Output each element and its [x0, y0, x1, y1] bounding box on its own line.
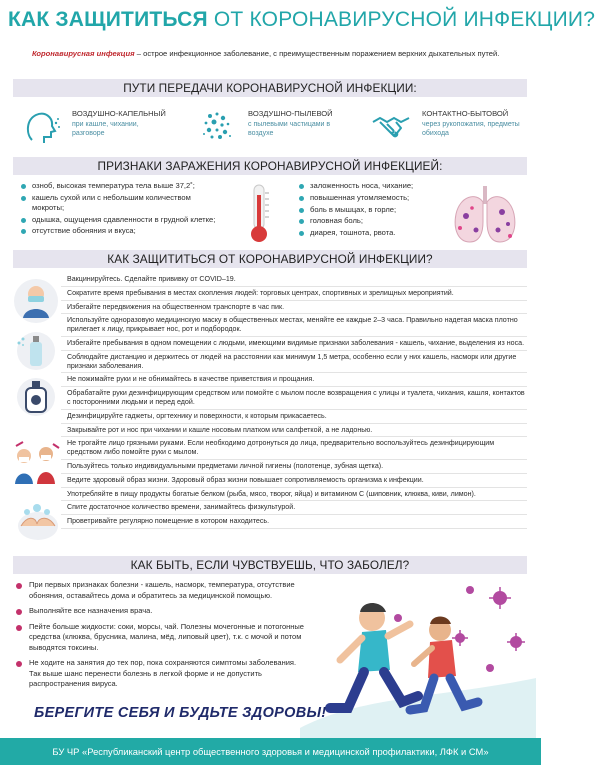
transmission-contact [370, 106, 530, 152]
dust-particles-icon [196, 106, 238, 148]
transmission-desc: через рукопожатия, предметы обихода [422, 121, 520, 137]
handshake-icon [370, 106, 412, 148]
symptoms-list-right [298, 181, 448, 240]
symptom-item: отсутствие обоняния и вкуса; [20, 226, 225, 236]
intro-paragraph [32, 49, 522, 60]
section-title-symptoms: ПРИЗНАКИ ЗАРАЖЕНИЯ КОРОНАВИРУСНОЙ ИНФЕКЦИЕЙ: [13, 157, 527, 175]
intro-highlight: Коронавирусная инфекция [32, 49, 135, 58]
thermometer-icon [246, 183, 272, 245]
transmission-airborne [20, 106, 180, 152]
title-part-2: ОТ КОРОНАВИРУСНОЙ ИНФЕКЦИИ? [207, 8, 595, 31]
symptom-item: одышка, ощущения сдавленности в грудной клетке; [20, 215, 225, 225]
lungs-icon [450, 184, 520, 246]
vaccine-syringe-illustration [13, 274, 59, 330]
sanitizer-illustration [13, 376, 59, 418]
prevention-item: Не пожимайте руки и не обнимайтесь в качестве приветствия и прощания. [61, 373, 527, 387]
people-masks-illustration [13, 440, 63, 488]
symptom-item: кашель сухой или с небольшим количеством мокроты; [20, 193, 225, 213]
prevention-item: Обрабатайте руки дезинфицирующим средством или помойте с мылом после возвращения с улицы и туалета, чихания, кашля, контактов с посторонними людьми и перед едой. [61, 387, 527, 410]
transmission-title: ВОЗДУШНО-КАПЕЛЬНЫЙ [72, 109, 166, 118]
prevention-item: Употребляйте в пищу продукты богатые белком (рыба, мясо, творог, яйца) и витамином С (шиповник, клюква, киви, лимон). [61, 488, 527, 502]
transmission-title: ВОЗДУШНО-ПЫЛЕВОЙ [248, 109, 333, 118]
advice-item: При первых признаках болезни - кашель, насморк, температура, отсутствие обоняния, оставайтесь дома и обратитесь за медицинской помощью. [16, 580, 306, 601]
prevention-item: Спите достаточное количество времени, занимайтесь физкультурой. [61, 501, 527, 515]
prevention-item: Сократите время пребывания в местах скопления людей: торговых центрах, спортивных и зрелищных мероприятий. [61, 287, 527, 301]
illness-advice-list [16, 580, 306, 695]
intro-text: – острое инфекционное заболевание, с преимущественным поражением верхних дыхательных путей. [134, 49, 500, 58]
advice-item: Пейте больше жидкости: соки, морсы, чай. Полезны мочегонные и потогонные средства (клюква, брусника, малина, мёд, липовый цвет), т.к. с мочой и потом выводятся токсины. [16, 622, 306, 654]
page-title [8, 8, 595, 32]
section-title-transmission: ПУТИ ПЕРЕДАЧИ КОРОНАВИРУСНОЙ ИНФЕКЦИИ: [13, 79, 527, 97]
prevention-item: Закрывайте рот и нос при чихании и кашле носовым платком или салфеткой, а не ладонью. [61, 424, 527, 438]
symptom-item: заложенность носа, чихание; [298, 181, 448, 191]
prevention-item: Пользуйтесь только индивидуальными предметами личной гигиены (полотенце, зубная щетка). [61, 460, 527, 474]
symptom-item: диарея, тошнота, рвота. [298, 228, 448, 238]
symptom-item: боль в мышцах, в горле; [298, 205, 448, 215]
section-title-protection: КАК ЗАЩИТИТЬСЯ ОТ КОРОНАВИРУСНОЙ ИНФЕКЦИИ? [13, 250, 527, 268]
spray-illustration [13, 330, 59, 372]
prevention-item: Дезинфицируйте гаджеты, оргтехнику и поверхности, к которым прикасаетесь. [61, 410, 527, 424]
transmission-desc: при кашле, чихании, разговоре [72, 121, 139, 137]
symptom-item: повышенная утомляемость; [298, 193, 448, 203]
prevention-item: Ведите здоровый образ жизни. Здоровый образ жизни повышает сопротивляемость организма к инфекции. [61, 474, 527, 488]
symptom-item: озноб, высокая температура тела выше 37,2˚; [20, 181, 225, 191]
transmission-desc: с пылевыми частицами в воздухе [248, 121, 331, 137]
slogan: БЕРЕГИТЕ СЕБЯ И БУДЬТЕ ЗДОРОВЫ! [34, 705, 327, 721]
prevention-item: Соблюдайте дистанцию и держитесь от людей на расстоянии как минимум 1,5 метра, особенно если у них кашель, насморк или другие признаки заболевания. [61, 351, 527, 374]
handwashing-illustration [13, 500, 63, 544]
advice-item: Выполняйте все назначения врача. [16, 606, 306, 617]
transmission-dust [196, 106, 356, 152]
prevention-list [61, 273, 527, 529]
title-part-1: КАК ЗАЩИТИТЬСЯ [8, 8, 208, 31]
section-title-sick: КАК БЫТЬ, ЕСЛИ ЧУВСТВУЕШЬ, ЧТО ЗАБОЛЕЛ? [13, 556, 527, 574]
symptom-item: головная боль; [298, 216, 448, 226]
symptoms-list-left [20, 181, 225, 238]
prevention-item: Проветривайте регулярно помещение в котором находитесь. [61, 515, 527, 529]
transmission-title: КОНТАКТНО-БЫТОВОЙ [422, 109, 509, 118]
prevention-item: Не трогайте лицо грязными руками. Если необходимо дотронуться до лица, предварительно воспользуйтесь дезинфицирующим средством либо помойте руки с мылом. [61, 437, 527, 460]
prevention-item: Используйте одноразовую медицинскую маску в общественных местах, меняйте ее каждые 2–3 часа. Правильно надетая маска плотно прилегает к лицу, прикрывает нос, рот и подбородок. [61, 314, 527, 337]
prevention-item: Вакцинируйтесь. Сделайте прививку от COVID–19. [61, 273, 527, 287]
prevention-item: Избегайте пребывания в одном помещении с людьми, имеющими видимые признаки заболевания - кашель, чихание, выделения из носа. [61, 337, 527, 351]
running-children-illustration [300, 578, 536, 738]
prevention-item: Избегайте передвижения на общественном транспорте в час пик. [61, 301, 527, 315]
advice-item: Не ходите на занятия до тех пор, пока сохраняются симптомы заболевания. Так выше шанс перенести болезнь в легкой форме и не допустить распространения вируса. [16, 658, 306, 690]
footer-organization: БУ ЧР «Республиканский центр общественного здоровья и медицинской профилактики, ЛФК и СМ» [0, 738, 541, 765]
sneezing-person-icon [20, 106, 62, 148]
